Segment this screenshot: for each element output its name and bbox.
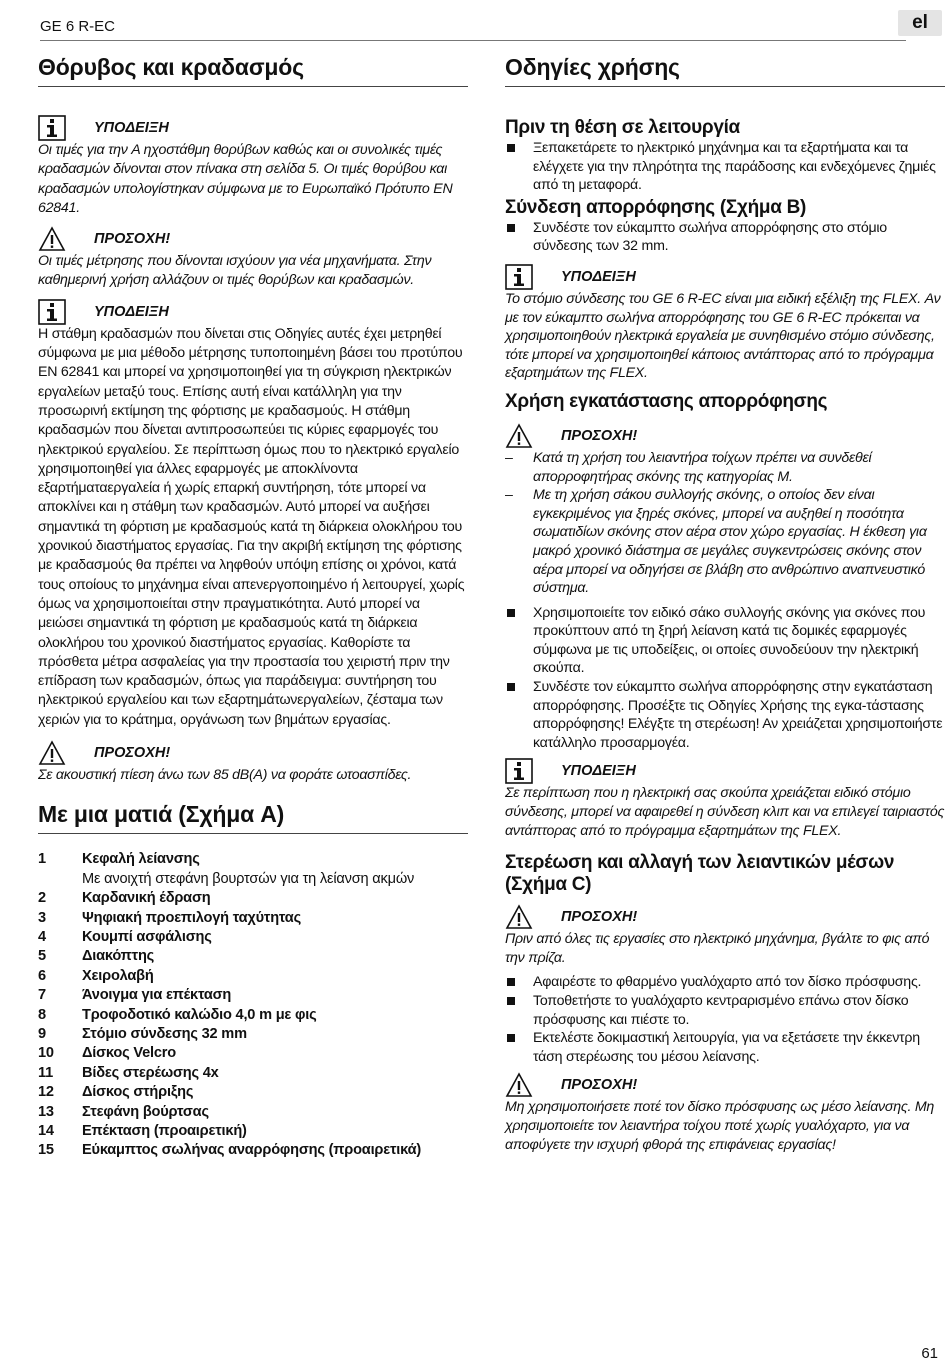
list-item: 7 Άνοιγμα για επέκταση [38, 987, 232, 1004]
list-item: 3 Ψηφιακή προεπιλογή ταχύτητας [38, 909, 301, 926]
list-item: 8 Τροφοδοτικό καλώδιο 4,0 m με φις [38, 1006, 317, 1023]
caution-notice-2 [38, 740, 468, 766]
list-item: 10 Δίσκος Velcro [38, 1045, 176, 1062]
info-icon [38, 299, 66, 325]
list-item: – Κατά τη χρήση του λειαντήρα τοίχων πρέπει να συνδεθεί απορροφητήρας σκόνης της κατηγορίας M. [505, 449, 872, 485]
glance-section-title: Με μια ματιά (Σχήμα A) [38, 797, 468, 834]
list-item: Αφαιρέστε το φθαρμένο γυαλόχαρτο από τον δίσκο πρόσφυσης. [505, 973, 945, 992]
list-item: 12 Δίσκος στήριξης [38, 1084, 194, 1101]
extraction-use-heading: Χρήση εγκατάστασης απορρόφησης [505, 390, 828, 412]
sanding-media-list [505, 973, 945, 1066]
list-item: 4 Κουμπί ασφάλισης [38, 928, 212, 945]
caution-label: ΠΡΟΣΟΧΗ! [94, 745, 171, 762]
caution-text-1: Οι τιμές μέτρησης που δίνονται ισχύουν για νέα μηχανήματα. Στην καθημερινή χρήση αλλάζουν οι τιμές θορύβων και κραδασμών. [38, 253, 432, 289]
caution-label: ΠΡΟΣΟΧΗ! [561, 1077, 638, 1094]
note-label: ΥΠΟΔΕΙΞΗ [561, 268, 636, 285]
caution-notice-1 [38, 226, 468, 252]
before-operation-list [505, 139, 945, 195]
list-item: 5 Διακόπτης [38, 948, 155, 965]
warning-icon [38, 740, 66, 766]
list-item: 13 Στεφάνη βούρτσας [38, 1103, 209, 1120]
note-text-3: Το στόμιο σύνδεσης του GE 6 R-EC είναι μια ειδική εξέλιξη της FLEX. Αν με τον εύκαμπτο σωλήνα απορρόφησης του GE 6 R-EC πρόκειται να χρησιμοποιηθούν ηλεκτρικά εργαλεία με συνηθισμένο στόμιο σύνδεσης, τότε μπορεί να χρησιμοποιηθεί κάποιος αντάπτορας από το πρόγραμμα εξαρτημάτων της FLEX. [505, 290, 941, 382]
caution-notice-4 [505, 904, 945, 930]
extraction-connection-list [505, 219, 945, 256]
list-item: Χρησιμοποιείτε τον ειδικό σάκο συλλογής σκόνης για σκόνες που προκύπτουν από τη ξηρή λείανση κατά τις δομικές εφαρμογές σύμφωνα με τις υποδείξεις, οι οποίες συνοδεύουν την ηλεκτρική σκούπα. [505, 604, 945, 678]
warning-icon [38, 226, 66, 252]
before-operation-heading: Πριν τη θέση σε λειτουργία [505, 117, 740, 138]
note-notice-3 [505, 264, 945, 290]
left-column [38, 50, 468, 1161]
list-item: 2 Καρδανική έδραση [38, 890, 211, 907]
note-label: ΥΠΟΔΕΙΞΗ [94, 120, 169, 136]
extraction-connection-heading: Σύνδεση απορρόφησης (Σχήμα B) [505, 196, 807, 218]
list-item: Τοποθετήστε το γυαλόχαρτο κεντραρισμένο επάνω στον δίσκο πρόσφυσης και πιέστε το. [505, 992, 945, 1029]
note-label: ΥΠΟΔΕΙΞΗ [561, 763, 636, 780]
square-bullet-icon [507, 997, 515, 1005]
list-item: 11 Βίδες στερέωσης 4x [38, 1064, 219, 1081]
caution-text-2: Σε ακουστική πίεση άνω των 85 dB(A) να φοράτε ωτοασπίδες. [38, 767, 412, 784]
parts-list [38, 850, 468, 1161]
noise-section-title: Θόρυβος και κραδασμός [38, 50, 468, 87]
dash-bullet: – [505, 487, 513, 504]
square-bullet-icon [507, 224, 515, 232]
caution-text-4: Πριν από όλες τις εργασίες στο ηλεκτρικό μηχάνημα, βγάλτε το φις από την πρίζα. [505, 931, 930, 966]
extraction-use-list [505, 604, 945, 753]
list-item: 14 Επέκταση (προαιρετική) [38, 1123, 247, 1139]
list-item: Συνδέστε τον εύκαμπτο σωλήνα απορρόφησης στο στόμιο σύνδεσης των 32 mm. [505, 219, 945, 256]
note-label: ΥΠΟΔΕΙΞΗ [94, 303, 169, 320]
note-notice-1 [38, 115, 468, 141]
language-badge: el [898, 10, 942, 36]
square-bullet-icon [507, 683, 515, 691]
caution-label: ΠΡΟΣΟΧΗ! [94, 231, 171, 248]
list-item-note: Με ανοιχτή στεφάνη βουρτσών για τη λείανση ακμών [82, 870, 415, 887]
warning-icon [505, 904, 533, 930]
warning-icon [505, 423, 533, 449]
caution-label: ΠΡΟΣΟΧΗ! [561, 427, 638, 444]
list-item: 9 Στόμιο σύνδεσης 32 mm [38, 1025, 247, 1042]
list-item: 6 Χειρολαβή [38, 967, 154, 984]
list-item: 1 Κεφαλή λείανσης [38, 851, 200, 868]
dash-bullet: – [505, 449, 513, 466]
info-icon [38, 115, 66, 141]
list-item: Συνδέστε τον εύκαμπτο σωλήνα απορρόφησης στην εγκατάσταση απορρόφησης. Προσέξτε τις Οδηγίες Χρήσης της εγκα-τάστασης απορρόφησης! Ελέγξτε τη στερέωση! Αν χρειάζεται χρησιμοποιήστε κατάλληλο προσαρμογέα. [505, 678, 945, 752]
list-item: Εκτελέστε δοκιμαστική λειτουργία, για να εξετάσετε την έκκεντρη τάση στερέωσης του μέσου λείανσης. [505, 1029, 945, 1066]
note-text-1: Οι τιμές για την A ηχοστάθμη θορύβων καθώς και οι συνολικές τιμές κραδασμών δίνονται στον πίνακα στη σελίδα 5. Οι τιμές θορύβου και κραδασμών υπολογίστηκαν σύμφωνα με το Ευρωπαϊκό Πρότυπο EN 62841. [38, 142, 453, 216]
caution-notice-3 [505, 423, 945, 449]
caution-notice-5 [505, 1072, 945, 1098]
caution-list-3 [505, 449, 945, 598]
note-text-4: Σε περίπτωση που η ηλεκτρική σας σκούπα χρειάζεται ειδικό στόμιο σύνδεσης, μπορεί να αφαιρεθεί η σύνδεση κλιπ και να επιλεγεί ταιριαστός αντάπτορας από το πρόγραμμα εξαρτημάτων της FLEX. [505, 785, 945, 839]
caution-label: ΠΡΟΣΟΧΗ! [561, 909, 638, 926]
warning-icon [505, 1072, 533, 1098]
square-bullet-icon [507, 978, 515, 986]
header-model: GE 6 R-EC [40, 18, 116, 35]
list-item: – Με τη χρήση σάκου συλλογής σκόνης, ο οποίος δεν είναι εγκεκριμένος για ξηρές σκόνες, μπορεί να αυξηθεί η ποσότητα σωματιδίων σκόνης στον αέρα στον χώρο εργασίας. Η έκθεση για μακρό χρονικό διάστημα σε μεγάλες συγκεντρώσεις σκόνης στον αέρα μπορεί να οδηγήσει σε βλάβη στο ανθρώπινο αναπνευστικό σύστημα. [505, 487, 927, 597]
info-icon [505, 264, 533, 290]
list-item: 15 Εύκαμπτος σωλήνας αναρρόφησης (προαιρετικά) [38, 1142, 422, 1159]
list-item: Ξεπακετάρετε το ηλεκτρικό μηχάνημα και τα εξαρτήματα και τα ελέγχετε για την πληρότητα της παράδοσης και ενδεχόμενες ζημιές από τη μεταφορά. [505, 139, 945, 195]
sanding-media-heading: Στερέωση και αλλαγή των λειαντικών μέσων (Σχήμα C) [505, 852, 895, 896]
square-bullet-icon [507, 144, 515, 152]
note-notice-2 [38, 299, 468, 325]
instructions-section-title: Οδηγίες χρήσης [505, 50, 945, 87]
page-number: 61 [921, 1345, 938, 1362]
header-divider [40, 40, 906, 41]
note-notice-4 [505, 758, 945, 784]
square-bullet-icon [507, 1034, 515, 1042]
info-icon [505, 758, 533, 784]
caution-text-5: Μη χρησιμοποιήσετε ποτέ τον δίσκο πρόσφυσης ως μέσο λείανσης. Μη χρησιμοποιείτε τον λειαντήρα τοίχου ποτέ χωρίς γυαλόχαρτο, για να αποφύγετε την ισχυρή φθορά της επιφάνειας εργασίας! [505, 1099, 935, 1153]
square-bullet-icon [507, 609, 515, 617]
right-column [505, 50, 945, 1154]
note-text-2: Η στάθμη κραδασμών που δίνεται στις Οδηγίες αυτές έχει μετρηθεί σύμφωνα με μια μέθοδο μέτρησης τυποποιημένη βάσει του προτύπου EN 62841 και μπορεί να χρησιμοποιηθεί για τη σύγκριση ηλεκτρικών εργαλείων μεταξύ τους. Επίσης αυτή είναι κατάλληλη για την προσωρινή εκτίμηση της φόρτισης με κραδασμούς. Η στάθμη κραδασμών που δίνεται αντιπροσωπεύει τις κύριες εφαρμογές του ηλεκτρικού εργαλείου. Σε περίπτωση όμως που το ηλεκτρικό εργαλείο χρησιμοποιηθεί για άλλες εφαρμογές με αποκλίνοντα εξαρτήματαεργαλεία ή χωρίς επαρκή συντήρηση, τότε μπορεί να αποκλίνει και η στάθμη των κραδασμών. Αυτό μπορεί να αυξήσει σημαντικά τη φόρτιση με κραδασμούς κατά τη διάρκεια ολοκλήρου του χρονικού διαστήματος εργασίας. Για την ακριβή εκτίμηση της φόρτισης με κραδασμούς θα πρέπει να ληφθούν υπόψη επίσης οι χρόνοι, κατά τους οποίους το μηχάνημα είναι απενεργοποιημένο ή λειτουργεί, χωρίς όμως να χρησιμοποιείται στην πραγματικότητα. Αυτό μπορεί να μειώσει σημαντικά τη φόρτιση με κραδασμούς κατά τη διάρκεια ολοκλήρου του χρονικού διαστήματος εργασίας. Καθορίστε τα πρόσθετα μέτρα ασφαλείας για την προστασία του χειριστή πριν την επίδραση των κραδασμών, όπως για παράδειγμα: συντήρηση του ηλεκτρικού εργαλείου και των εξαρτημάτωνεργαλείων, ζέσταμα των χεριών για το κράτημα, οργάνωση των βημάτων εργασίας. [38, 325, 465, 728]
